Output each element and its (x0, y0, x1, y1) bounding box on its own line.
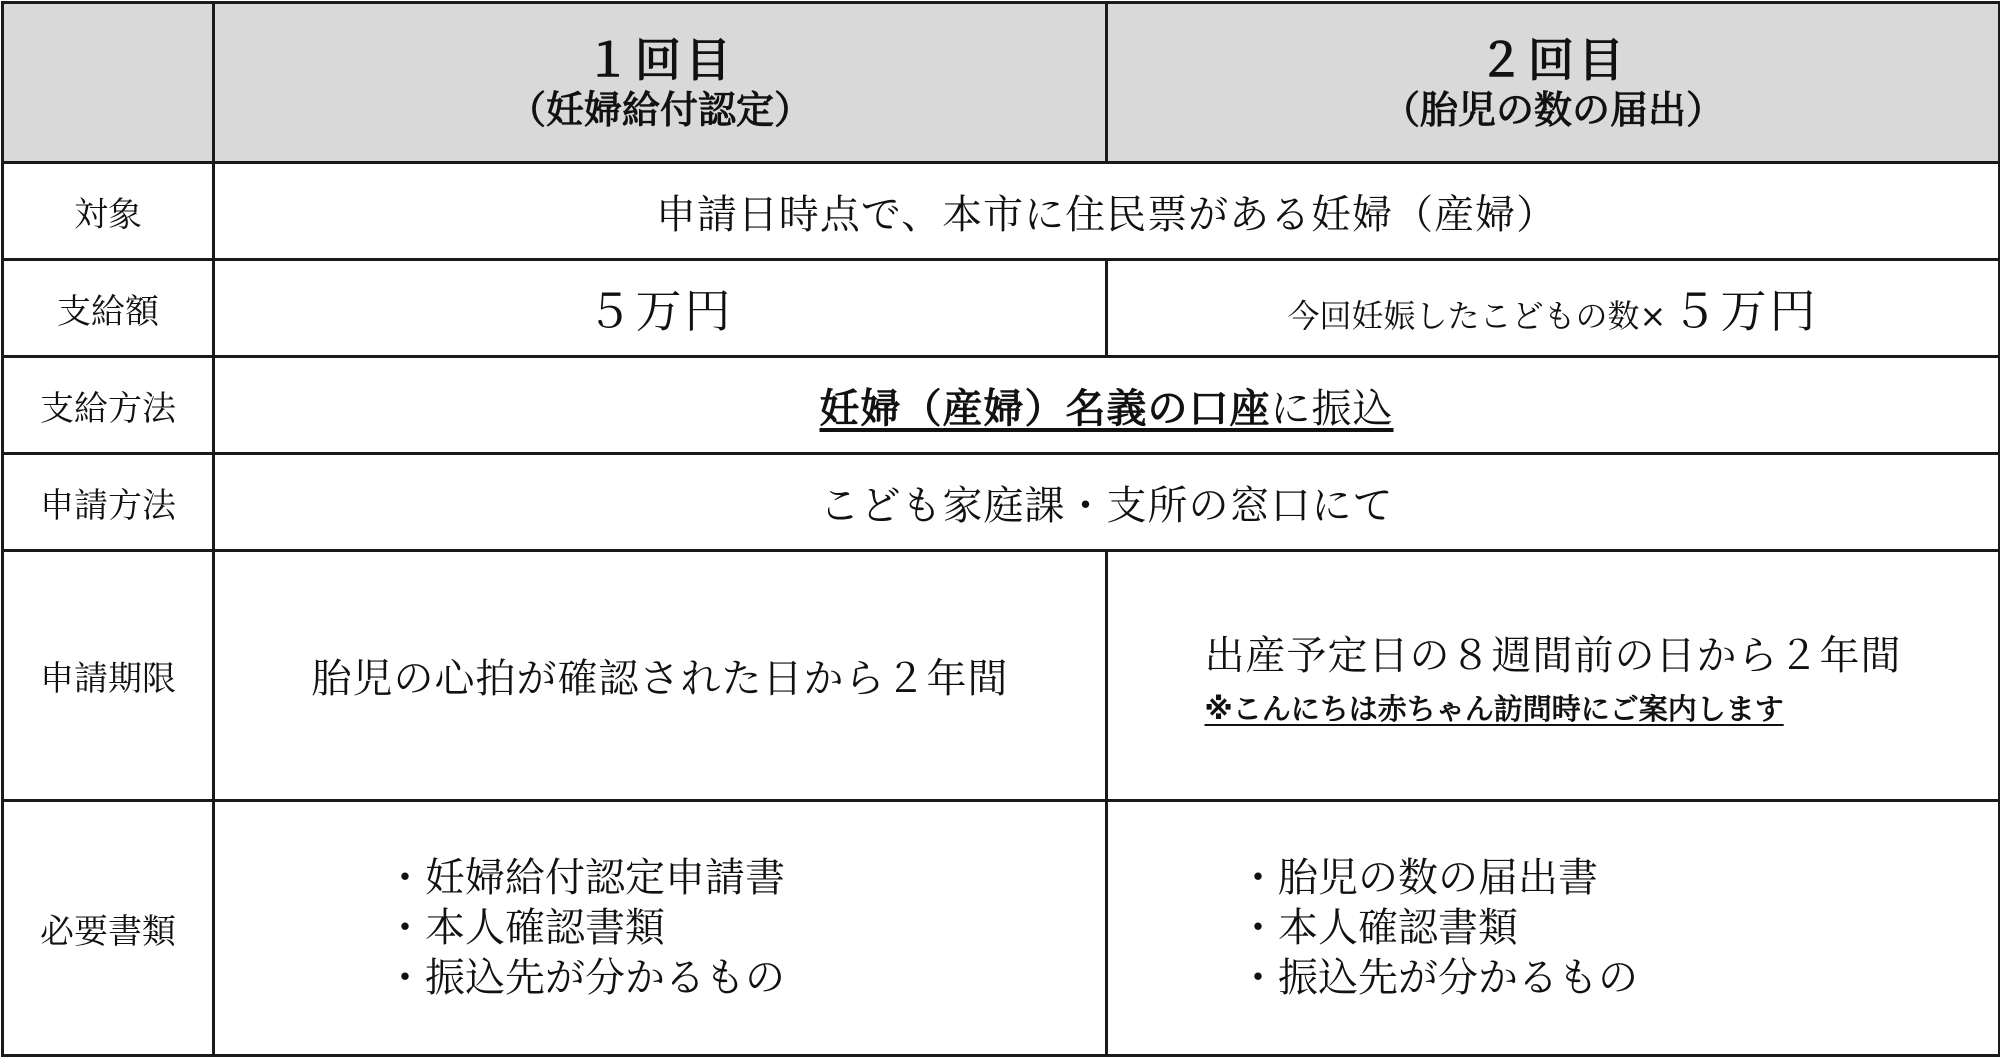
row-target (3, 163, 2000, 260)
amount-second-value: ５万円 (1671, 284, 1819, 338)
header-first-application (214, 3, 1107, 163)
document-item: ・妊婦給付認定申請書 (385, 855, 785, 901)
header-first-title: １回目 (585, 32, 735, 87)
row-label-target: 対象 (3, 163, 214, 260)
row-payment-method (3, 357, 2000, 454)
payment-account-emphasis: 妊婦（産婦）名義の口座 (819, 385, 1271, 432)
row-label-documents: 必要書類 (3, 801, 214, 1056)
amount-second-prefix: 今回妊娠したこどもの数× (1287, 297, 1667, 335)
row-label-amount: 支給額 (3, 260, 214, 357)
document-item: ・本人確認書類 (1238, 905, 1518, 951)
header-first-subtitle: （妊婦給付認定） (507, 87, 812, 132)
row-deadline (3, 551, 2000, 801)
corner-cell (3, 3, 214, 163)
amount-second-cell (1107, 260, 2000, 357)
row-label-application-method: 申請方法 (3, 454, 214, 551)
header-row (3, 3, 2000, 163)
header-second-title: ２回目 (1478, 32, 1628, 87)
header-second-application (1107, 3, 2000, 163)
payment-method-cell (214, 357, 2000, 454)
header-second-subtitle: （胎児の数の届出） (1381, 87, 1724, 132)
document-item: ・振込先が分かるもの (385, 955, 785, 1001)
deadline-second-note: ※こんにちは赤ちゃん訪問時にご案内します (1204, 691, 1784, 726)
row-documents (3, 801, 2000, 1056)
row-label-payment-method: 支給方法 (3, 357, 214, 454)
documents-first-list (385, 853, 785, 1003)
row-application-method (3, 454, 2000, 551)
amount-first: ５万円 (214, 260, 1107, 357)
documents-second-list (1238, 853, 1638, 1003)
target-value: 申請日時点で、本市に住民票がある妊婦（産婦） (214, 163, 2000, 260)
deadline-second-cell (1107, 551, 2000, 801)
row-label-deadline: 申請期限 (3, 551, 214, 801)
document-item: ・本人確認書類 (385, 905, 665, 951)
application-method-value: こども家庭課・支所の窓口にて (214, 454, 2000, 551)
deadline-second: 出産予定日の８週間前の日から２年間 (1204, 632, 1902, 679)
document-item: ・胎児の数の届出書 (1238, 855, 1598, 901)
documents-second-cell (1107, 801, 2000, 1056)
documents-first-cell (214, 801, 1107, 1056)
row-amount (3, 260, 2000, 357)
payment-method-suffix: に振込 (1270, 385, 1394, 432)
deadline-first: 胎児の心拍が確認された日から２年間 (214, 551, 1107, 801)
document-item: ・振込先が分かるもの (1238, 955, 1638, 1001)
benefit-table (1, 1, 2000, 1057)
